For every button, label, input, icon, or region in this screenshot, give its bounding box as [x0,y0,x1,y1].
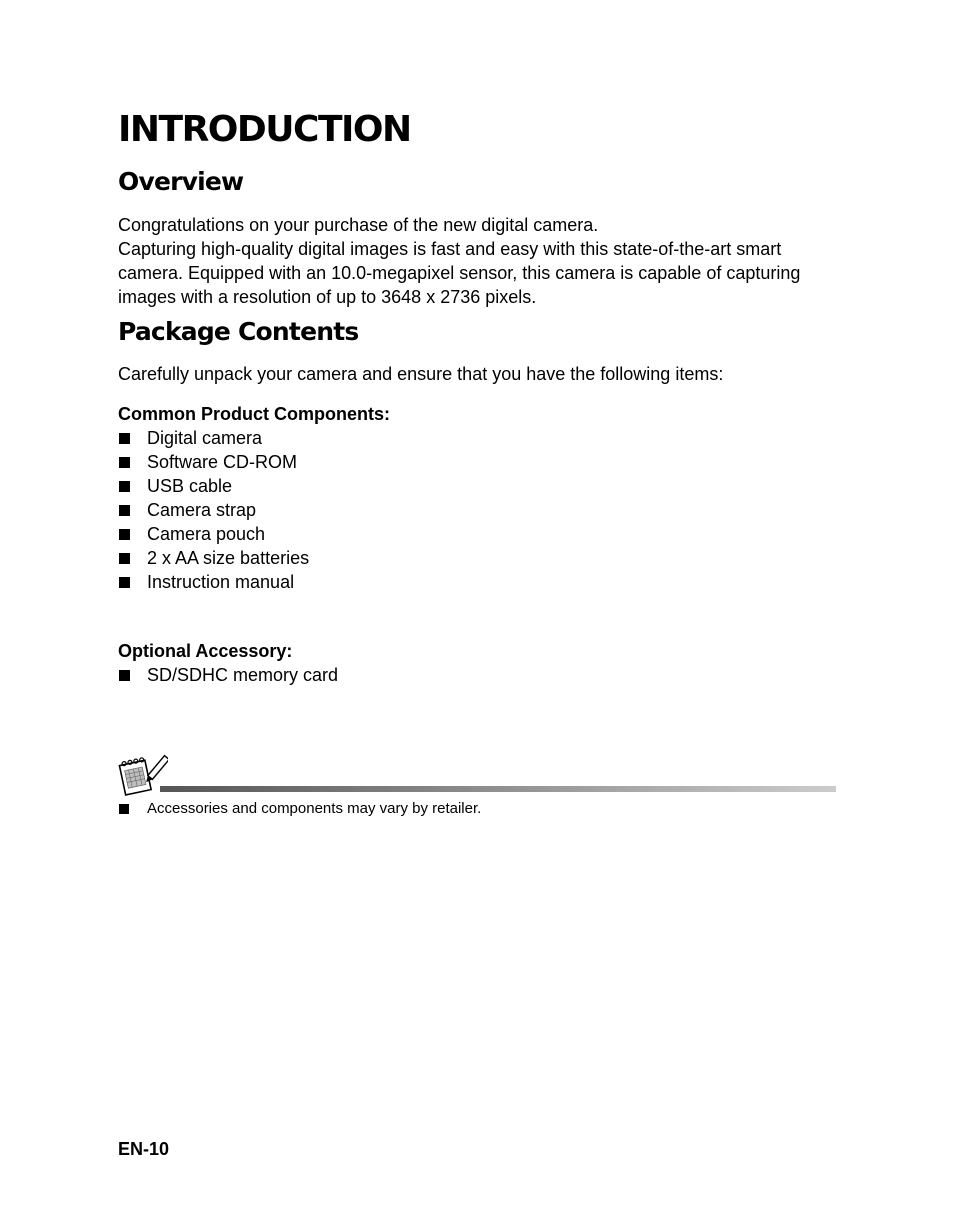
list-item-label: USB cable [147,476,233,496]
list-item-label: 2 x AA size batteries [147,548,310,568]
list-item [118,498,309,522]
list-item-label: Digital camera [147,428,263,448]
square-bullet-icon [119,804,129,814]
list-item [118,450,309,474]
page-number: EN-10 [118,1139,170,1159]
list-item [118,663,338,687]
list-item [118,426,309,450]
square-bullet-icon [119,505,130,516]
overview-heading: Overview [118,167,244,196]
note-text: Accessories and components may vary by retailer. [147,800,482,817]
list-item-label: Instruction manual [147,572,295,592]
optional-accessory-heading: Optional Accessory: [118,641,293,661]
square-bullet-icon [119,553,130,564]
manual-page [118,0,836,1220]
list-item-label: Camera strap [147,500,257,520]
overview-description-text: Capturing high-quality digital images is fast and easy with this state-of-the-art smart camera. Equipped with an 10.0-megapixel sensor, this camera is capable of capturing images with a resolution of up to 3648 x 2736 pixels. [118,239,801,307]
square-bullet-icon [119,577,130,588]
square-bullet-icon [119,481,130,492]
list-item [118,474,309,498]
page-title: INTRODUCTION [118,109,411,150]
list-item [118,546,309,570]
square-bullet-icon [119,433,130,444]
package-contents-heading: Package Contents [118,317,359,346]
list-item-label: Camera pouch [147,524,266,544]
list-item [118,522,309,546]
list-item [118,570,309,594]
note-divider-bar [160,786,836,792]
list-item-label: SD/SDHC memory card [147,665,339,685]
square-bullet-icon [119,457,130,468]
list-item-label: Software CD-ROM [147,452,298,472]
common-components-heading: Common Product Components: [118,404,390,424]
optional-accessory-list [118,663,338,687]
note-item [118,799,481,819]
package-intro-text: Carefully unpack your camera and ensure that you have the following items: [118,364,724,384]
overview-intro-text: Congratulations on your purchase of the new digital camera. [118,215,599,235]
square-bullet-icon [119,670,130,681]
square-bullet-icon [119,529,130,540]
common-components-list [118,426,309,594]
